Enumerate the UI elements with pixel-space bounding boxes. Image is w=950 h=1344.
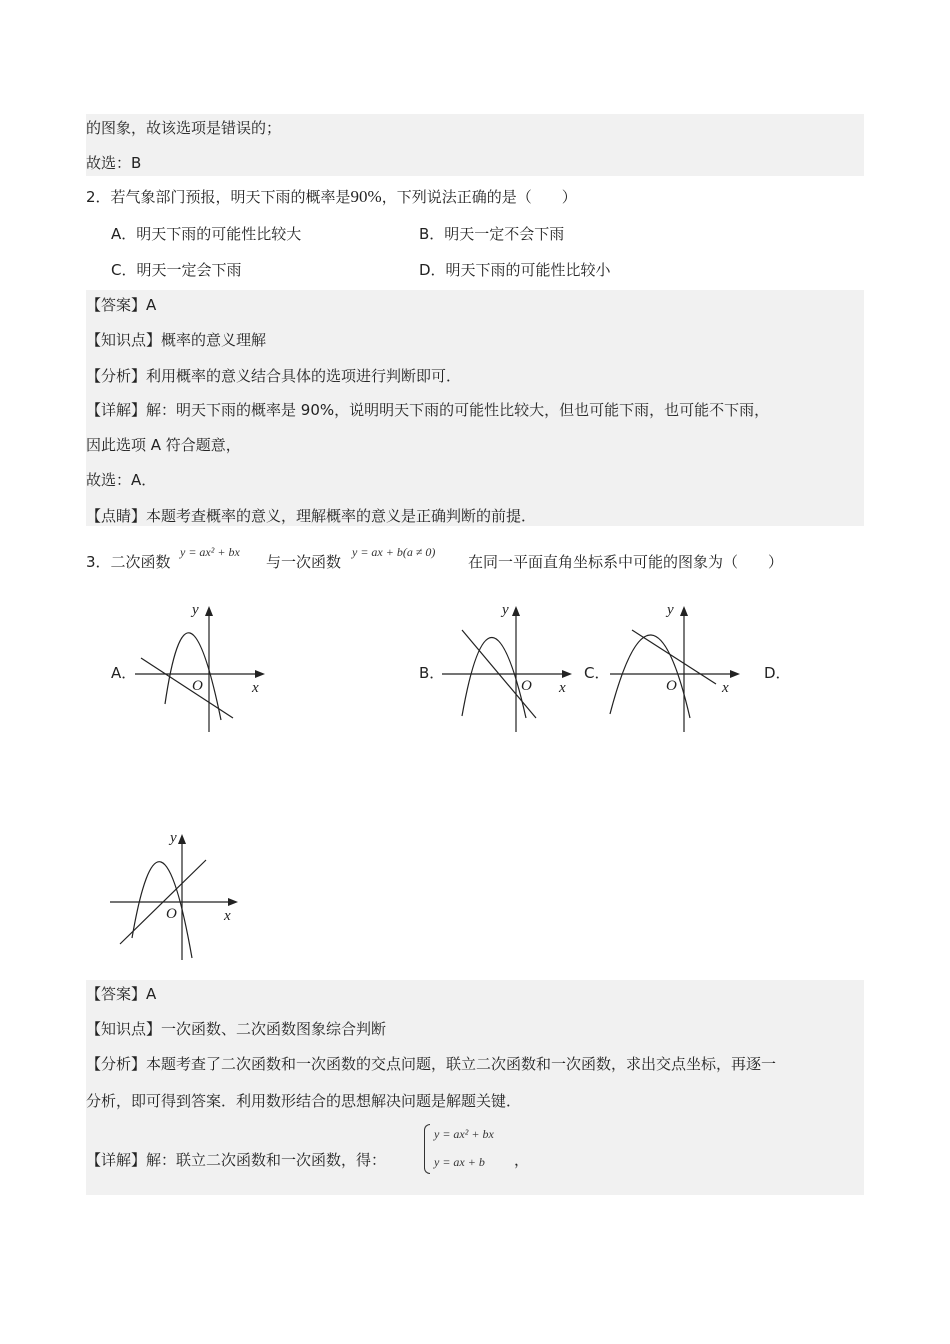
q3-detail-suffix: ， [514,1151,530,1169]
q3-system-eq1: y = ax² + bx [434,1127,494,1141]
q2-comment: 【点睛】本题考查概率的意义，理解概率的意义是正确判断的前提． [86,507,537,525]
q2-stem-percent: 90% [350,187,382,206]
graph-a-x-label: x [252,680,259,696]
q3-stem-text-c: 在同一平面直角坐标系中可能的图象为（ ） [468,553,784,571]
q3-option-a-label[interactable]: A． [111,664,137,682]
q2-stem-text-b: ，下列说法正确的是（ ） [381,188,577,206]
q2-option-c[interactable]: C．明天一定会下雨 [111,261,242,279]
q3-option-c-label[interactable]: C． [584,664,610,682]
graph-b-y-label: y [502,602,509,618]
q3-system-brace [424,1124,430,1174]
q2-stem-text-a: 2．若气象部门预报，明天下雨的概率是 [86,188,351,206]
q2-option-d[interactable]: D．明天下雨的可能性比较小 [419,261,611,279]
q2-detail-line1: 【详解】解：明天下雨的概率是 90%，说明明天下雨的可能性比较大，但也可能下雨，也可能不下雨， [86,401,770,419]
q3-graph-d[interactable] [102,826,247,966]
q3-graph-a[interactable] [125,598,270,738]
q2-option-a[interactable]: A．明天下雨的可能性比较大 [111,225,302,243]
q2-analysis: 【分析】利用概率的意义结合具体的选项进行判断即可． [86,367,462,385]
q3-stem-text-b: 与一次函数 [266,553,342,571]
q3-stem-text-a: 3．二次函数 [86,553,171,571]
graph-c-y-label: y [667,602,674,618]
graph-d-y-label: y [170,830,177,846]
q2-answer: 【答案】A [86,296,157,314]
q3-analysis-line1: 【分析】本题考查了二次函数和一次函数的交点问题，联立二次函数和一次函数，求出交点坐标，再逐一 [86,1055,777,1073]
graph-b-origin-label: O [521,678,532,694]
q3-formula-linear: y = ax + b(a ≠ 0) [352,545,436,559]
graph-b-x-label: x [559,680,566,696]
q2-option-b[interactable]: B．明天一定不会下雨 [419,225,565,243]
q3-option-b-label[interactable]: B． [419,664,445,682]
graph-a-y-label: y [192,602,199,618]
q3-answer: 【答案】A [86,985,157,1003]
prev-solution-line: 的图象，故该选项是错误的； [86,119,282,137]
q3-graph-b[interactable] [432,598,577,738]
q3-graph-c[interactable] [600,598,745,738]
q2-detail-line2: 因此选项 A 符合题意， [86,436,241,454]
graph-c-origin-label: O [666,678,677,694]
graph-d-origin-label: O [166,906,177,922]
q3-option-d-label[interactable]: D． [764,664,791,682]
q3-knowledge: 【知识点】一次函数、二次函数图象综合判断 [86,1020,387,1038]
prev-choice-line: 故选：B [86,154,142,172]
q3-analysis-line2: 分析，即可得到答案．利用数形结合的思想解决问题是解题关键． [86,1092,522,1110]
q2-detail-line3: 故选：A． [86,471,157,489]
q3-system-eq2: y = ax + b [434,1155,485,1169]
graph-d-x-label: x [224,908,231,924]
graph-a-origin-label: O [192,678,203,694]
q2-stem [86,187,577,207]
q3-formula-quadratic: y = ax² + bx [180,545,240,559]
graph-c-x-label: x [722,680,729,696]
q2-knowledge: 【知识点】概率的意义理解 [86,331,267,349]
q3-detail-prefix: 【详解】解：联立二次函数和一次函数，得： [86,1151,387,1169]
